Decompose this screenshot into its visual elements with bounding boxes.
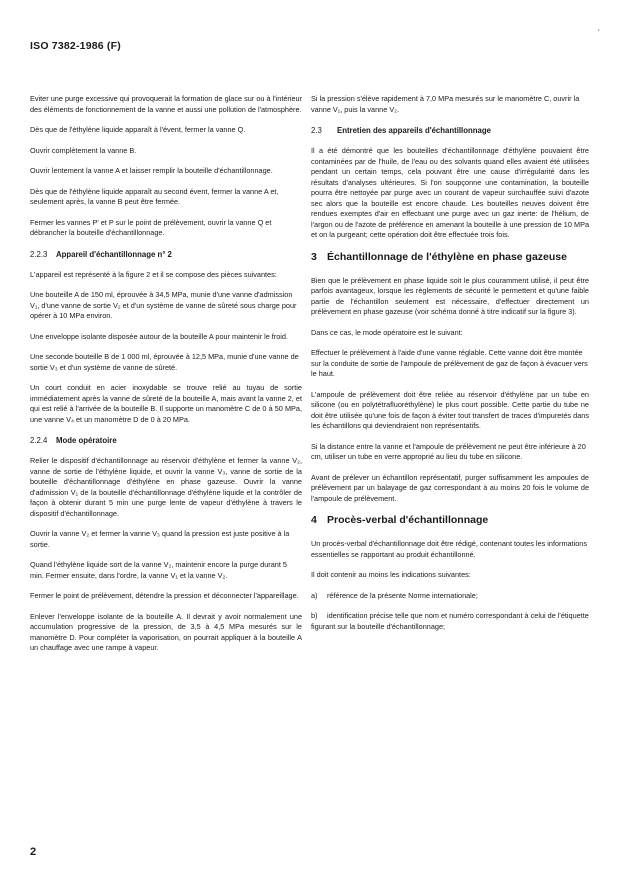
paragraph: Dans ce cas, le mode opératoire est le suivant:: [311, 327, 463, 337]
paragraph: Enlever l'enveloppe isolante de la bouteille A. Il devrait y avoir normalement une accumulation progressive de la pression, de 3,5 à 4,5 MPa mesurés sur le manomètre D. Pour compléter la vaporisation, on pourrait appliquer à la bouteille A un chauffage avec une rampe à vapeur.: [30, 611, 302, 652]
list-item-label: b): [311, 611, 318, 620]
section-title: Appareil d'échantillonnage n° 2: [56, 249, 172, 259]
section-title: Procès-verbal d'échantillonnage: [327, 514, 489, 526]
list-item-text: référence de la présente Norme internationale;: [327, 590, 478, 600]
paragraph: Un court conduit en acier inoxydable se trouve relié au tuyau de sortie immédiatement après la vanne de sûreté de la bouteille A, mais avant la vanne 2, et qui est relié à l'arrivée de la bouteille B. Il supporte un manomètre C de 0 à 50 MPa, une vanne V₄ et un manomètre D de 0 à 20 MPa.: [30, 383, 302, 424]
paragraph: L'ampoule de prélèvement doit être reliée au réservoir d'éthylène par un tube en silicone (ou en polytétrafluoréthylène) le plus court possible. Cette partie du tube ne doit être utilisée qu'une fois de façon à éviter tout transfert de traces d'impuretés dans les échantillons qui deviendraient non représentatifs.: [311, 389, 589, 430]
section-title: Entretien des appareils d'échantillonnage: [337, 126, 491, 135]
section-heading-2-2-3: [30, 249, 302, 260]
paragraph: Bien que le prélèvement en phase liquide soit le plus couramment utilisé, il peut être parfois avantageux, lorsque les règlements de sécurité le permettent et qu'une faible partie de l'échantillon seulement est nécessaire, d'effectuer directement un prélèvement en phase gazeuse (voir schéma donné à titre indicatif sur la figure 3).: [311, 275, 589, 316]
paragraph: Effectuer le prélèvement à l'aide d'une vanne réglable. Cette vanne doit être montée sur la conduite de sortie de l'ampoule de prélèvement de gaz de façon à évacuer vers le haut.: [311, 348, 588, 378]
paragraph: Ouvrir lentement la vanne A et laisser remplir la bouteille d'échantillonnage.: [30, 166, 273, 175]
section-heading-2-3: [311, 125, 589, 136]
paragraph: Un procès-verbal d'échantillonnage doit être rédigé, contenant toutes les informations essentielles se rapportant au produit échantillonné.: [311, 539, 588, 559]
paragraph: Si la pression s'élève rapidement à 7,0 MPa mesurés sur le manomètre C, ouvrir la vanne V₁, puis la vanne V₂.: [311, 94, 580, 114]
paragraph: Eviter une purge excessive qui provoquerait la formation de glace sur ou à l'intérieur des éléments de fonctionnement de la vanne et aussi une pollution de l'atmosphère.: [30, 94, 302, 114]
list-item: [311, 611, 589, 632]
paragraph: Relier le dispositif d'échantillonnage au réservoir d'éthylène et fermer la vanne V₂, vanne de sortie de l'éthylène liquide, et ouvrir la vanne V₃, vanne de sortie de la bouteille d'échantillonnage d'éthylène en phase gazeuse. Ouvrir la vanne d'admission V₁ de la bouteille d'échantillonnage d'éthylène liquide et la contrôler de façon à obtenir durant 5 min une purge lente de vapeur d'éthylène à travers le dispositif d'échantillonnage.: [30, 456, 302, 518]
paragraph: Il a été démontré que les bouteilles d'échantillonnage d'éthylène pouvaient être contaminées par de l'huile, de l'eau ou des solvants quand elles avaient été utilisées pendant un certain temps, cela pouvant être une cause d'irrégularité dans les résultats d'analyses ultérieures. Si l'on soupçonne une contamination, la bouteille pourra être nettoyée par purge avec un courant de vapeur surchauffée suivi d'azote sec alors que la bouteille est encore chaude. Les bouteilles neuves doivent être rendues exemptes d'air en effectuant une purge avec un gaz inerte: de l'hélium, de l'argon ou de l'azote de préférence en amenant la bouteille à une pression de 10 MPa et on la purgeant; cette opération doit être effectuée trois fois.: [311, 146, 589, 239]
section-number: 2.2.4: [30, 436, 48, 445]
section-heading-2-2-4: [30, 435, 302, 446]
paragraph: L'appareil est représenté à la figure 2 et il se compose des pièces suivantes:: [30, 269, 277, 279]
section-title: Échantillonnage de l'éthylène en phase gazeuse: [327, 250, 567, 263]
section-number: 3: [311, 250, 317, 263]
corner-mark-icon: ′: [598, 28, 600, 37]
right-column: [311, 94, 589, 642]
paragraph: Une seconde bouteille B de 1 000 ml, éprouvée à 12,5 MPa, munie d'une vanne de sortie V₃ et d'un système de vanne de sûreté.: [30, 352, 299, 372]
paragraph: Dès que de l'éthylène liquide apparaît au second évent, fermer la vanne A et, seulement après, la vanne B peut être fermée.: [30, 186, 279, 206]
paragraph: Quand l'éthylène liquide sort de la vanne V₂, maintenir encore la purge durant 5 min. Fermer ensuite, dans l'ordre, la vanne V₁ et la vanne V₂.: [30, 560, 287, 580]
paragraph: Si la distance entre la vanne et l'ampoule de prélèvement ne peut être inférieure à 20 cm, utiliser un tube en verre approprié au lieu du tube en silicone.: [311, 441, 586, 461]
section-title: Mode opératoire: [56, 436, 117, 445]
paragraph: Dès que de l'éthylène liquide apparaît à l'évent, fermer la vanne Q.: [30, 125, 246, 134]
paragraph: Avant de prélever un échantillon représentatif, purger suffisamment les ampoules de prélèvement par un balayage de gaz correspondant à au moins 20 fois le volume de l'ampoule de prélèvement.: [311, 472, 589, 503]
section-number: 4: [311, 514, 317, 526]
list-item: [311, 591, 589, 602]
section-heading-3: [311, 251, 589, 264]
paragraph: Ouvrir la vanne V₂ et fermer la vanne V₃ quand la pression est juste positive à la sortie.: [30, 529, 290, 549]
section-number: 2.2.3: [30, 249, 48, 259]
page-number: 2: [30, 846, 37, 858]
section-heading-4: [311, 514, 589, 527]
paragraph: Ouvrir complètement la vanne B.: [30, 145, 137, 155]
document-header: ISO 7382-1986 (F): [30, 40, 121, 52]
paragraph: Une enveloppe isolante disposée autour de la bouteille A pour maintenir le froid.: [30, 331, 288, 341]
paragraph: Il doit contenir au moins les indications suivantes:: [311, 570, 471, 579]
section-number: 2.3: [311, 126, 322, 135]
list-item-text: identification précise telle que nom et numéro correspondant à celui de l'étiquette figurant sur la bouteille d'échantillonnage;: [311, 611, 589, 631]
left-column: [30, 94, 302, 664]
paragraph: Une bouteille A de 150 ml, éprouvée à 34,5 MPa, munie d'une vanne d'admission V₁, d'une vanne de sortie V₂ et d'un système de vanne de sûreté sous charge pour opérer à 10 MPa environ.: [30, 290, 297, 320]
list-item-label: a): [311, 590, 318, 600]
paragraph: Fermer les vannes P' et P sur le point de prélèvement, ouvrir la vanne Q et débrancher la bouteille d'échantillonnage.: [30, 217, 272, 237]
paragraph: Fermer le point de prélèvement, détendre la pression et déconnecter l'appareillage.: [30, 591, 299, 600]
